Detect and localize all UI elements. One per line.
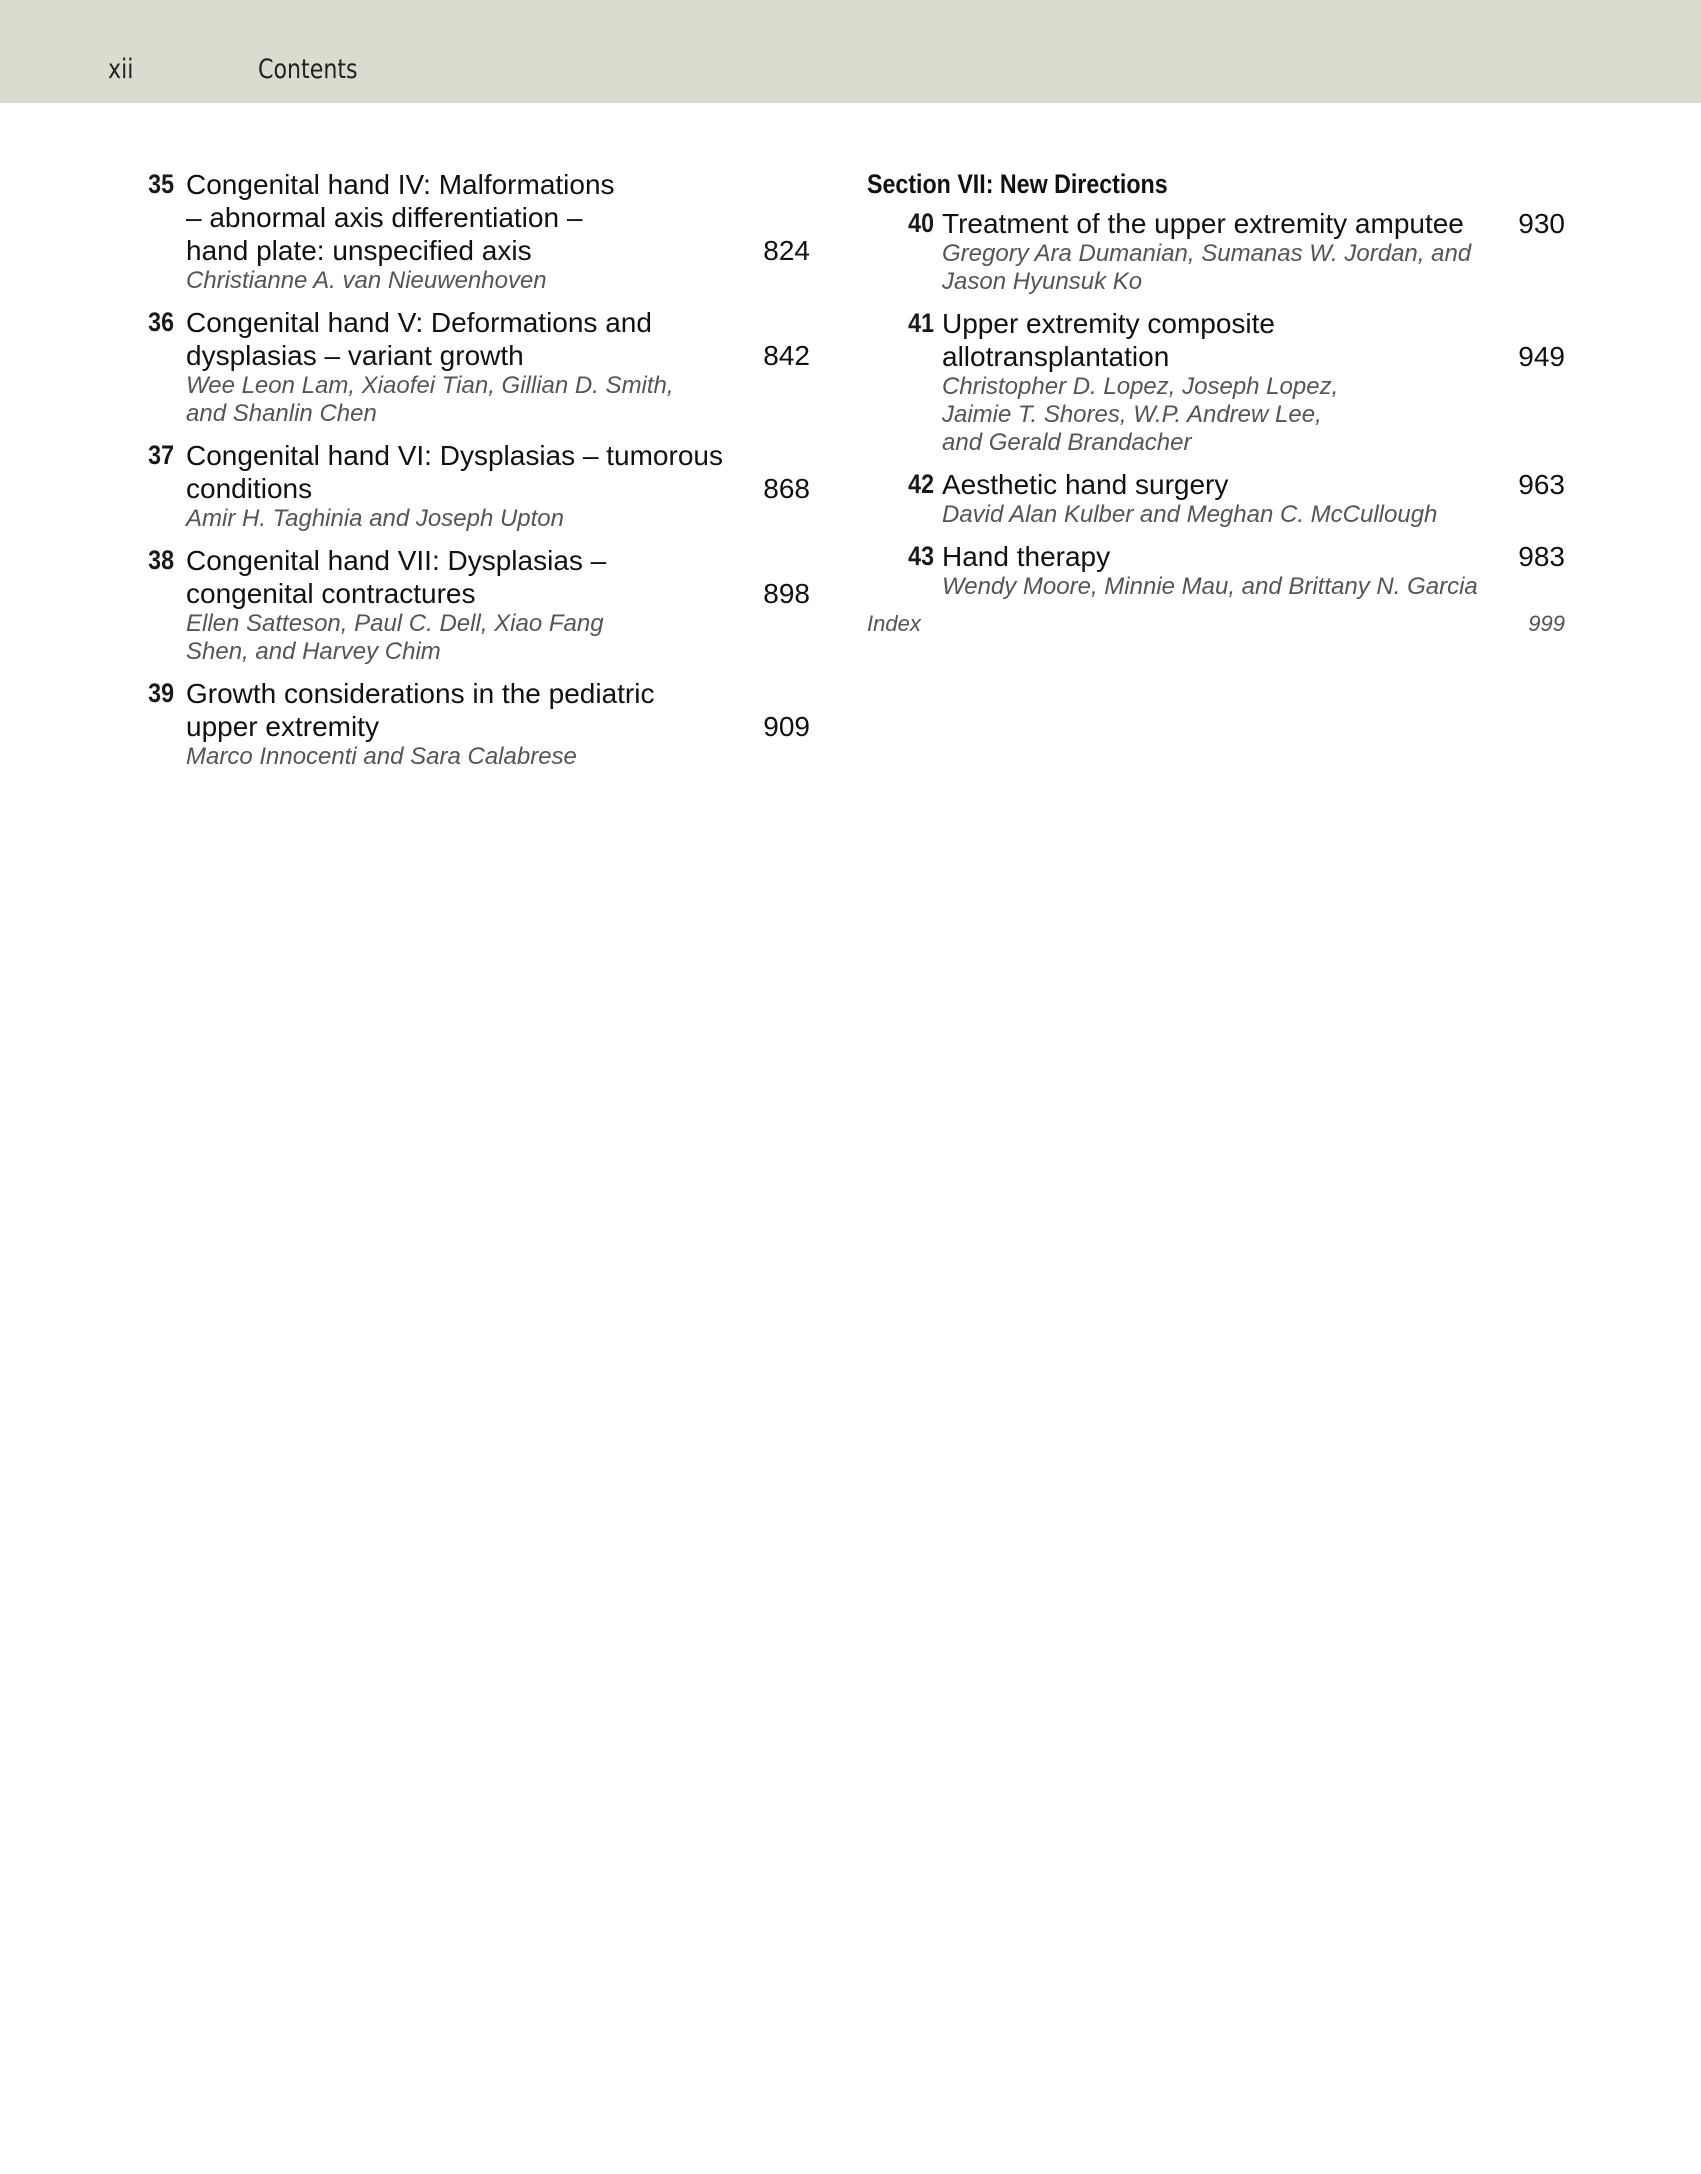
chapter-number: 42 xyxy=(908,469,934,499)
toc-entry-43[interactable] xyxy=(867,540,1565,601)
chapter-number: 35 xyxy=(148,169,174,199)
toc-entry-36[interactable] xyxy=(140,306,810,428)
chapter-page: 898 xyxy=(763,578,810,609)
chapter-number: 43 xyxy=(908,541,934,571)
toc-entry-39[interactable] xyxy=(140,677,810,771)
toc-entry-35[interactable] xyxy=(140,168,810,295)
toc-entry-40[interactable] xyxy=(867,207,1565,296)
chapter-title[interactable]: Congenital hand IV: Malformations – abnormal axis differentiation – hand plate: unspecified axis xyxy=(186,169,615,266)
chapter-page: 909 xyxy=(763,711,810,742)
index-entry[interactable] xyxy=(867,610,1565,638)
chapter-authors: Wendy Moore, Minnie Mau, and Brittany N. Garcia xyxy=(942,573,1478,600)
chapter-title[interactable]: Congenital hand VI: Dysplasias – tumorous conditions xyxy=(186,440,723,504)
index-page: 999 xyxy=(1528,611,1565,636)
index-label[interactable]: Index xyxy=(867,611,921,636)
page-number: xii xyxy=(108,54,134,85)
chapter-title[interactable]: Growth considerations in the pediatric upper extremity xyxy=(186,678,655,742)
left-column xyxy=(140,168,810,782)
chapter-number: 41 xyxy=(908,308,934,338)
right-column xyxy=(867,168,1565,638)
chapter-page: 868 xyxy=(763,473,810,504)
chapter-authors: Gregory Ara Dumanian, Sumanas W. Jordan, and Jason Hyunsuk Ko xyxy=(942,240,1472,295)
running-title: Contents xyxy=(258,54,358,85)
chapter-page: 949 xyxy=(1518,341,1565,372)
chapter-authors: Marco Innocenti and Sara Calabrese xyxy=(186,743,577,770)
toc-entry-38[interactable] xyxy=(140,544,810,666)
chapter-page: 842 xyxy=(763,340,810,371)
chapter-authors: Wee Leon Lam, Xiaofei Tian, Gillian D. Smith, and Shanlin Chen xyxy=(186,372,674,427)
page-header xyxy=(0,0,1701,103)
chapter-authors: Christianne A. van Nieuwenhoven xyxy=(186,267,547,294)
chapter-title[interactable]: Aesthetic hand surgery xyxy=(942,469,1229,500)
toc-entry-41[interactable] xyxy=(867,307,1565,457)
chapter-number: 37 xyxy=(148,440,174,470)
chapter-page: 930 xyxy=(1518,208,1565,239)
chapter-title[interactable]: Congenital hand VII: Dysplasias – congenital contractures xyxy=(186,545,607,609)
chapter-number: 39 xyxy=(148,678,174,708)
section-heading: Section VII: New Directions xyxy=(867,169,1168,199)
toc-entry-37[interactable] xyxy=(140,439,810,533)
chapter-authors: Christopher D. Lopez, Joseph Lopez, Jaimie T. Shores, W.P. Andrew Lee, and Gerald Brandacher xyxy=(942,373,1339,456)
chapter-title[interactable]: Upper extremity composite allotransplantation xyxy=(942,308,1276,372)
chapter-page: 983 xyxy=(1518,541,1565,572)
chapter-title[interactable]: Hand therapy xyxy=(942,541,1111,572)
chapter-authors: David Alan Kulber and Meghan C. McCullough xyxy=(942,501,1438,528)
chapter-title[interactable]: Treatment of the upper extremity amputee xyxy=(942,208,1464,239)
chapter-page: 824 xyxy=(763,235,810,266)
toc-entry-42[interactable] xyxy=(867,468,1565,529)
chapter-number: 36 xyxy=(148,307,174,337)
chapter-number: 40 xyxy=(908,208,934,238)
chapter-title[interactable]: Congenital hand V: Deformations and dysplasias – variant growth xyxy=(186,307,652,371)
chapter-page: 963 xyxy=(1518,469,1565,500)
chapter-number: 38 xyxy=(148,545,174,575)
chapter-authors: Ellen Satteson, Paul C. Dell, Xiao Fang Shen, and Harvey Chim xyxy=(186,610,604,665)
chapter-authors: Amir H. Taghinia and Joseph Upton xyxy=(186,505,564,532)
